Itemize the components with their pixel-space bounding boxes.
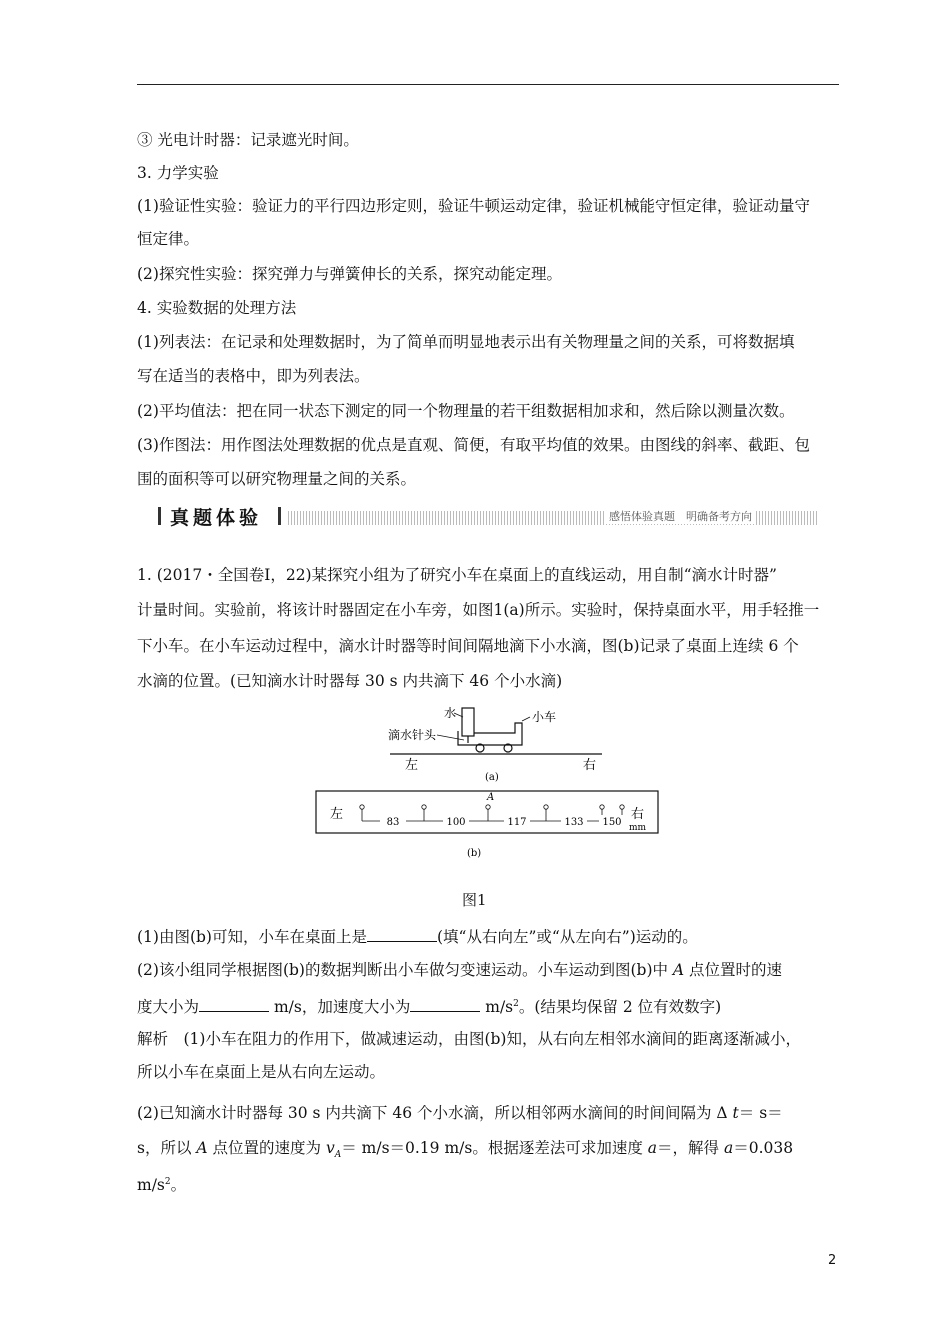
answer-line — [137, 1103, 783, 1123]
figure-caption: 图1 — [462, 891, 487, 909]
ans-l5-end: 。 — [170, 1176, 187, 1195]
drop-marks — [360, 805, 625, 828]
ans-t: t — [732, 1104, 739, 1122]
sub2-l1-end: 点位置时的速 — [684, 961, 783, 979]
question-line: 计量时间。实验前，将该计时器固定在小车旁，如图1(a)所示。实验时，保持桌面水平，用手轻推一 — [137, 601, 820, 619]
ans-l4-a: a — [647, 1139, 658, 1157]
ans-l3-end: ＝ s＝ — [738, 1104, 783, 1122]
sub-question-1 — [137, 927, 698, 947]
label-water: 水 — [444, 706, 457, 720]
page-number: 2 — [828, 1253, 837, 1268]
drop-circle — [422, 805, 426, 809]
sub-question-2-cont — [137, 994, 721, 1017]
banner-subtitle: 感悟体验真题 明确备考方向 — [605, 508, 756, 524]
text-line: (1)列表法：在记录和处理数据时，为了简单而明显地表示出有关物理量之间的关系，可将数据填 — [137, 333, 795, 351]
sub-question-2 — [137, 960, 782, 980]
drop-circle — [360, 805, 364, 809]
text-line: 恒定律。 — [137, 230, 200, 248]
ans-l4-vsub: A — [334, 1150, 342, 1161]
answer-blank — [367, 929, 437, 942]
answer-blank — [199, 999, 269, 1012]
text-line: (3)作图法：用作图法处理数据的优点是直观、简便，有取平均值的效果。由图线的斜率、截距、包 — [137, 436, 810, 454]
question-line: 1. (2017・全国卷Ⅰ，22)某探究小组为了研究小车在桌面上的直线运动，用自制“滴水计时器” — [137, 566, 777, 584]
sub1-post: (填“从右向左”或“从左向右”)运动的。 — [436, 928, 698, 946]
gap-label: 100 — [446, 817, 466, 828]
answer-line: 所以小车在桌面上是从右向左运动。 — [137, 1063, 386, 1081]
ans-l4-mid3: ＝，解得 — [657, 1139, 724, 1157]
ans-l5: m/s — [137, 1176, 165, 1195]
label-a: (a) — [485, 772, 499, 783]
text-line: 围的面积等可以研究物理量之间的关系。 — [137, 470, 417, 488]
banner-bar-right — [278, 507, 281, 525]
sub2-point: A — [672, 961, 685, 979]
gap-label: 117 — [507, 817, 527, 828]
question-line: 水滴的位置。(已知滴水计时器每 30 s 内共滴下 46 个小水滴) — [137, 672, 563, 690]
ans-l4-mid2: ＝ m/s＝0.19 m/s。根据逐差法可求加速度 — [341, 1139, 648, 1157]
section-heading: 3. 力学实验 — [137, 164, 219, 182]
label-needle: 滴水针头 — [388, 728, 437, 742]
ans-l4-mid: 点位置的速度为 — [207, 1139, 326, 1157]
gap-label: 150 — [602, 817, 622, 828]
ans-l4-A: A — [196, 1139, 208, 1157]
text-line: ③ 光电计时器：记录遮光时间。 — [137, 131, 359, 149]
sub1-pre: (1)由图(b)可知，小车在桌面上是 — [137, 928, 367, 946]
label-point-a: A — [487, 792, 495, 803]
gap-label: 83 — [386, 817, 400, 828]
label-unit: mm — [629, 823, 647, 833]
answer-line — [137, 1138, 793, 1165]
text-line: (2)探究性实验：探究弹力与弹簧伸长的关系，探究动能定理。 — [137, 265, 562, 283]
answer-blank — [410, 999, 480, 1012]
drop-circle — [600, 805, 604, 809]
text-line: 写在适当的表格中，即为列表法。 — [137, 367, 370, 385]
drop-circle — [486, 805, 490, 809]
label-left-a: 左 — [405, 758, 419, 773]
leader-line — [437, 735, 464, 740]
section-banner — [150, 503, 820, 529]
figure-a — [388, 705, 602, 783]
drop-circle — [620, 805, 624, 809]
drop-circle — [544, 805, 548, 809]
answer-line — [137, 1172, 186, 1195]
text-line: (1)验证性实验：验证力的平行四边形定则，验证牛顿运动定律，验证机械能守恒定律，验证动量守 — [137, 197, 810, 215]
figure-1 — [312, 703, 662, 863]
figure-b — [316, 791, 658, 859]
ans-l4-end: ＝0.038 — [733, 1139, 794, 1157]
answer-line: 解析 (1)小车在阻力的作用下，做减速运动，由图(b)知，从右向左相邻水滴间的距离逐渐减小， — [137, 1030, 801, 1048]
ans-l5-sup: 2 — [164, 1177, 171, 1187]
sub2-l2-end: 。(结果均保留 2 位有效数字) — [518, 998, 722, 1017]
label-right-b: 右 — [631, 807, 645, 822]
ans-l4-a2: a — [723, 1139, 734, 1157]
gap-label: 133 — [564, 817, 584, 828]
label-cart: 小车 — [532, 710, 557, 724]
sub2-l1: (2)该小组同学根据图(b)的数据判断出小车做匀变速运动。小车运动到图(b)中 — [137, 961, 673, 979]
label-left-b: 左 — [330, 807, 344, 822]
drip-timer-icon — [462, 708, 474, 736]
sub2-l2-mid: m/s，加速度大小为 — [269, 998, 411, 1017]
question-line: 下小车。在小车运动过程中，滴水计时器等时间间隔地滴下小水滴，图(b)记录了桌面上连续 6 个 — [137, 637, 799, 655]
ans-l4-pre: s，所以 — [137, 1139, 197, 1157]
label-right-a: 右 — [583, 758, 597, 773]
label-b: (b) — [467, 848, 482, 859]
banner-title: 真题体验 — [170, 507, 263, 529]
sub2-l2-sup: 2 — [513, 999, 519, 1009]
ans-l3: (2)已知滴水计时器每 30 s 内共滴下 46 个小水滴，所以相邻两水滴间的时间间隔为 Δ — [137, 1104, 733, 1122]
section-heading: 4. 实验数据的处理方法 — [137, 299, 297, 317]
ans-l4-v: v — [325, 1139, 335, 1157]
banner-bar-left — [158, 507, 161, 525]
text-line: (2)平均值法：把在同一状态下测定的同一个物理量的若干组数据相加求和，然后除以测量次数。 — [137, 402, 795, 420]
sub2-l2-pre: 度大小为 — [137, 998, 200, 1017]
sub2-l2-unit: m/s — [480, 998, 514, 1017]
header-rule — [137, 84, 839, 85]
leader-line — [522, 717, 530, 721]
